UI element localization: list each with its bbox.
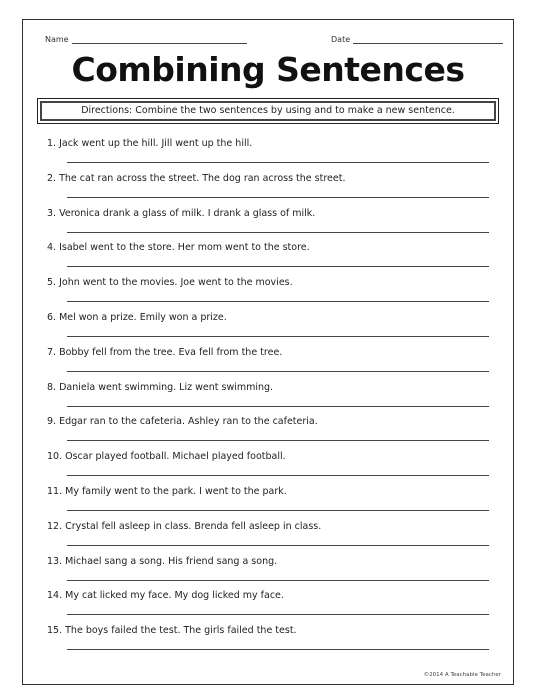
exercise-item-9	[47, 416, 489, 450]
exercise-item-1	[47, 138, 489, 172]
date-field-row	[331, 34, 503, 44]
exercise-sentences: 4. Isabel went to the store. Her mom went to the store.	[47, 242, 310, 254]
answer-line[interactable]	[67, 162, 489, 163]
answer-line[interactable]	[67, 232, 489, 233]
answer-line[interactable]	[67, 440, 489, 441]
name-field-row	[45, 34, 247, 44]
exercise-sentences: 11. My family went to the park. I went to the park.	[47, 486, 287, 497]
exercise-sentences: 12. Crystal fell asleep in class. Brenda fell asleep in class.	[47, 520, 322, 532]
answer-line[interactable]	[67, 649, 489, 650]
answer-line[interactable]	[67, 475, 489, 476]
exercise-item-14	[47, 590, 489, 624]
copyright-credit: ©2014 A Teachable Teacher	[423, 672, 501, 678]
exercise-sentences: 10. Oscar played football. Michael played football.	[47, 451, 286, 463]
exercise-item-7	[47, 347, 489, 381]
worksheet-title: Combining Sentences	[71, 50, 465, 89]
directions-box	[37, 98, 499, 124]
answer-line[interactable]	[67, 371, 489, 372]
answer-line[interactable]	[67, 614, 489, 615]
exercise-item-3	[47, 208, 489, 242]
directions-text: Directions: Combine the two sentences by using and to make a new sentence.	[40, 101, 496, 121]
answer-line[interactable]	[67, 545, 489, 546]
exercise-item-13	[47, 556, 489, 590]
exercise-item-15	[47, 625, 489, 659]
exercise-sentences: 15. The boys failed the test. The girls failed the test.	[47, 625, 297, 637]
exercise-sentences: 7. Bobby fell from the tree. Eva fell from the tree.	[47, 346, 283, 358]
name-label: Name	[45, 35, 69, 44]
exercise-sentences: 8. Daniela went swimming. Liz went swimming.	[47, 381, 274, 393]
answer-line[interactable]	[67, 336, 489, 337]
exercise-item-4	[47, 242, 489, 276]
exercise-sentences: 14. My cat licked my face. My dog licked my face.	[47, 590, 284, 602]
exercise-item-11	[47, 486, 489, 520]
exercise-item-10	[47, 451, 489, 485]
name-blank-line[interactable]	[72, 34, 247, 44]
answer-line[interactable]	[67, 580, 489, 581]
answer-line[interactable]	[67, 266, 489, 267]
exercise-item-6	[47, 312, 489, 346]
worksheet	[22, 19, 514, 685]
answer-line[interactable]	[67, 301, 489, 302]
answer-line[interactable]	[67, 406, 489, 407]
answer-line[interactable]	[67, 510, 489, 511]
date-label: Date	[331, 35, 351, 44]
exercise-sentences: 1. Jack went up the hill. Jill went up the hill.	[47, 138, 253, 149]
exercise-sentences: 9. Edgar ran to the cafeteria. Ashley ran to the cafeteria.	[47, 416, 318, 428]
date-blank-line[interactable]	[353, 34, 503, 44]
exercise-item-2	[47, 173, 489, 207]
exercise-item-12	[47, 521, 489, 555]
exercise-sentences: 5. John went to the movies. Joe went to the movies.	[47, 277, 293, 289]
exercise-sentences: 3. Veronica drank a glass of milk. I drank a glass of milk.	[47, 207, 316, 219]
exercise-sentences: 13. Michael sang a song. His friend sang a song.	[47, 555, 278, 567]
answer-line[interactable]	[67, 197, 489, 198]
exercise-sentences: 6. Mel won a prize. Emily won a prize.	[47, 312, 227, 323]
exercise-item-8	[47, 382, 489, 416]
exercise-sentences: 2. The cat ran across the street. The dog ran across the street.	[47, 172, 346, 184]
exercise-item-5	[47, 277, 489, 311]
